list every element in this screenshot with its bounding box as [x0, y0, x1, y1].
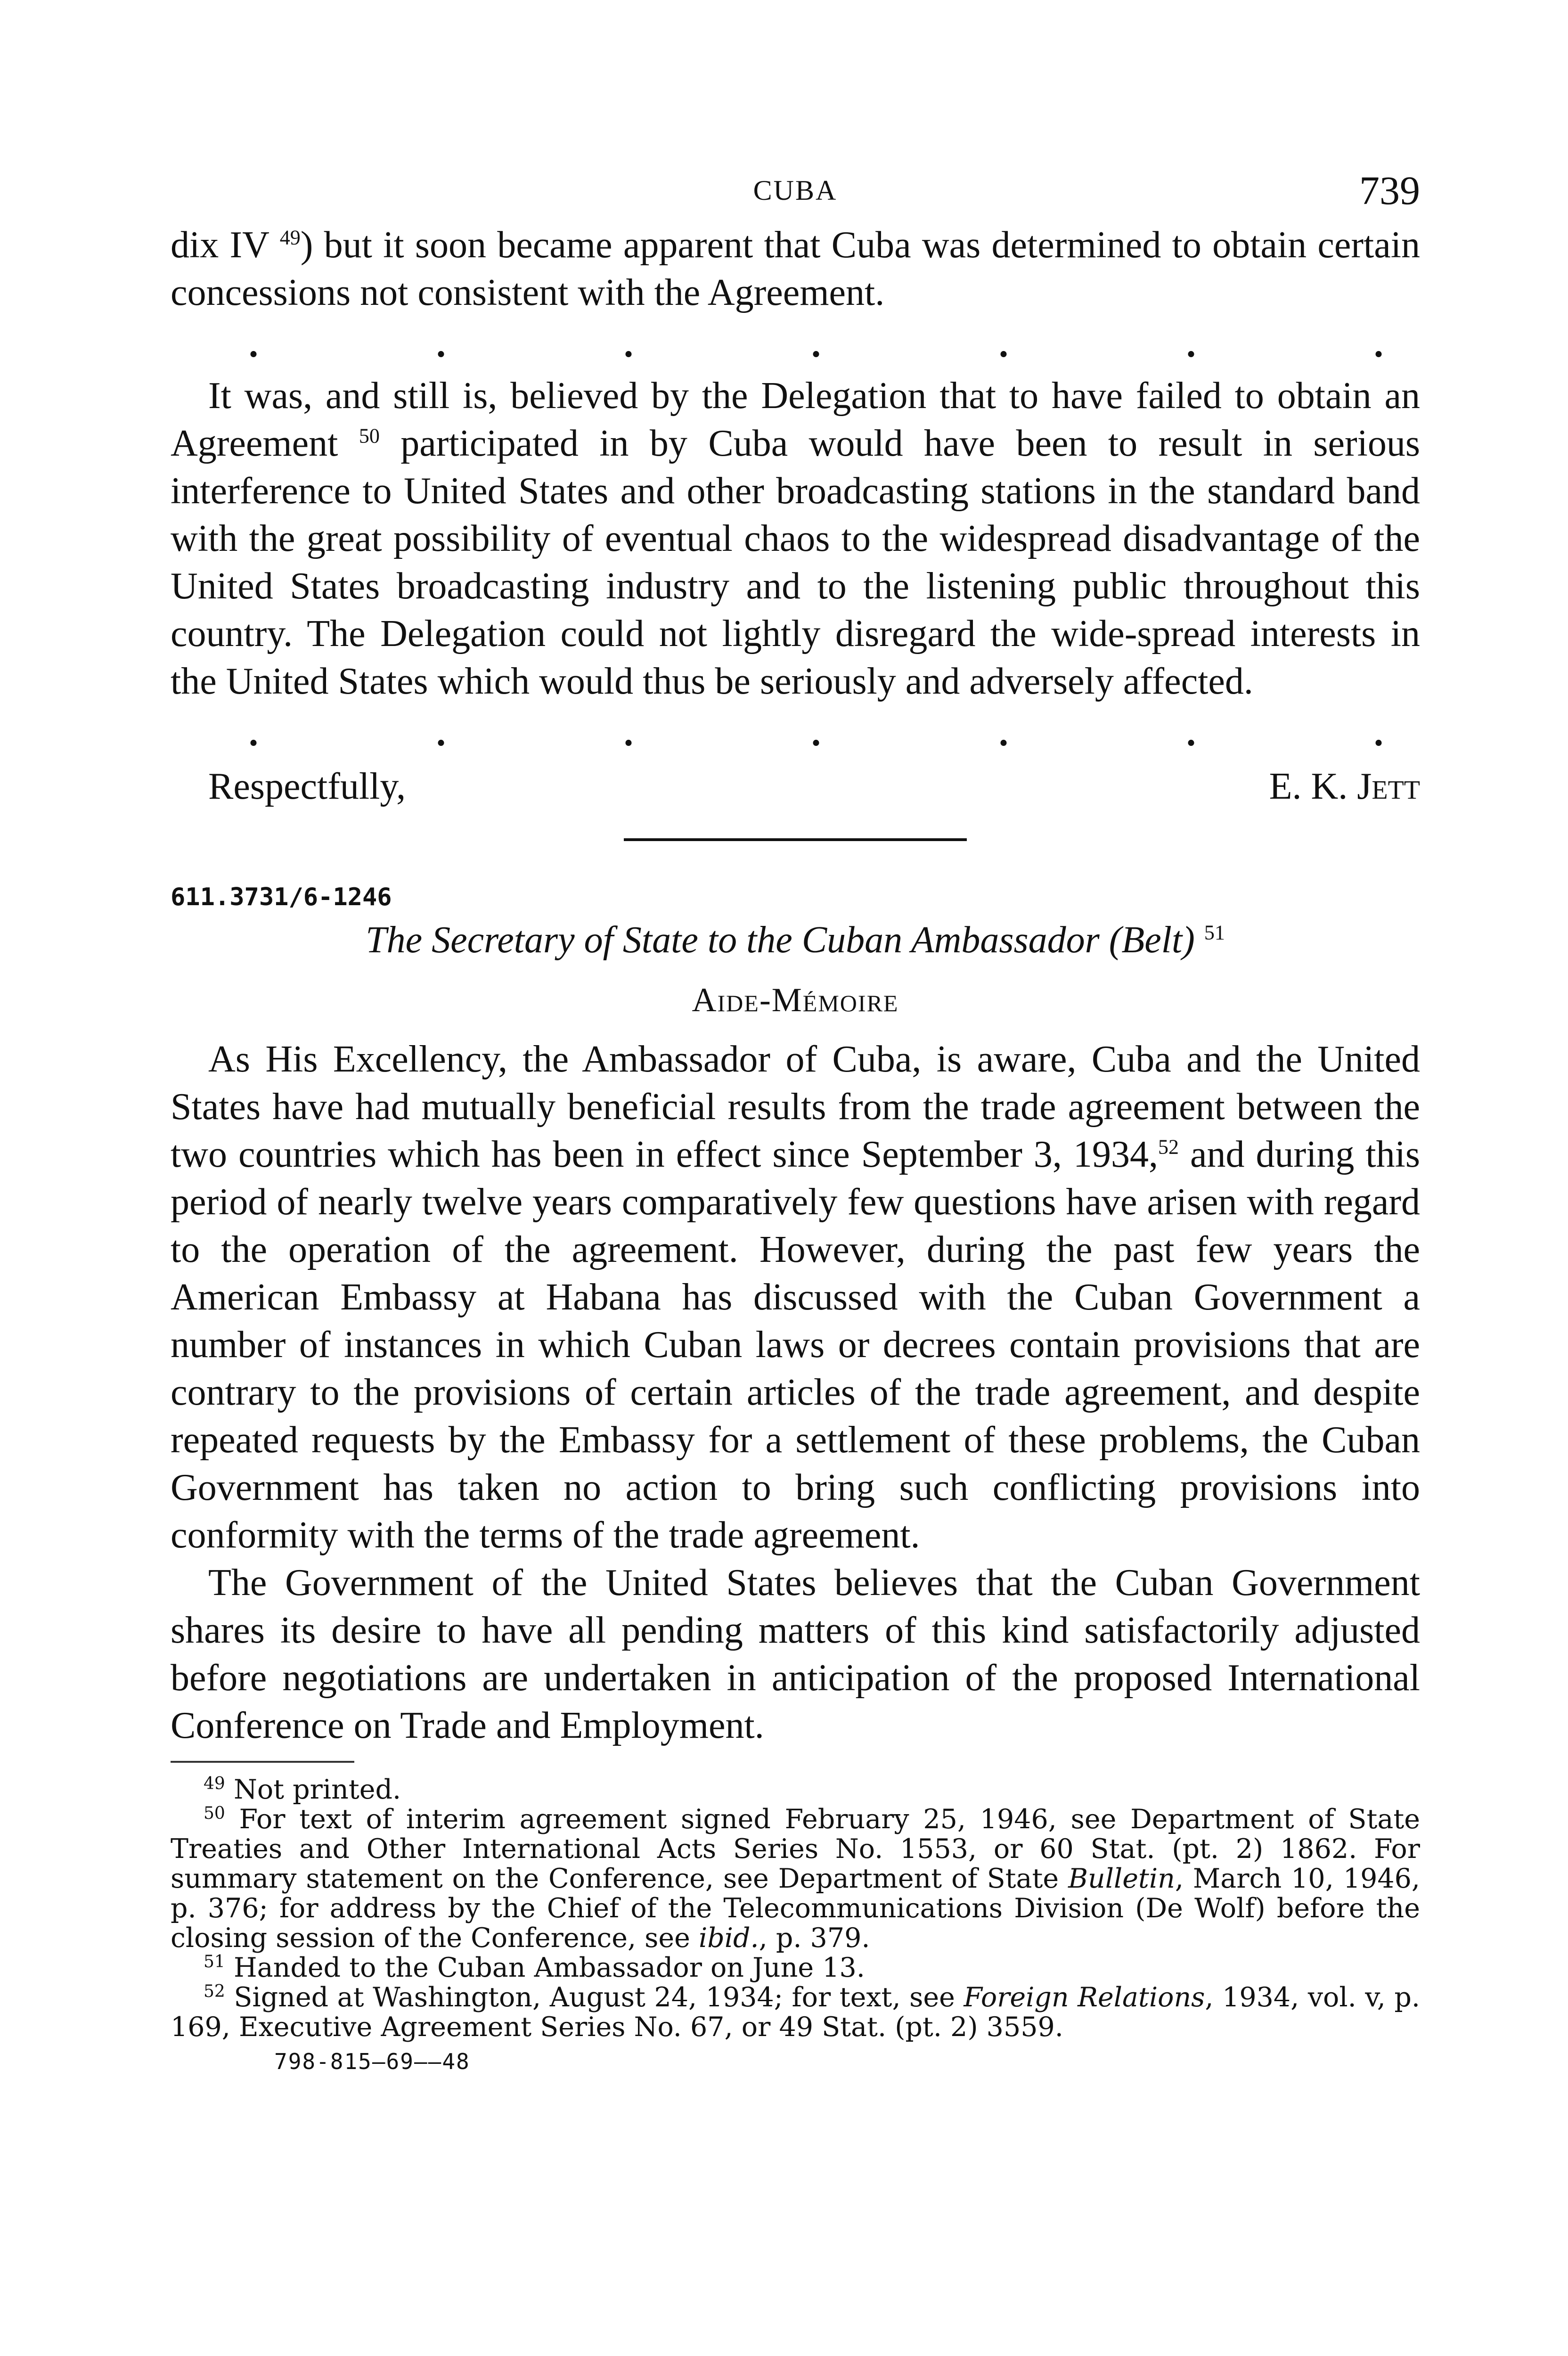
footnote-51 [171, 1953, 1420, 1983]
footnote-mark: 51 [204, 1952, 225, 1972]
print-code: 798-815—69——48 [274, 2049, 470, 2074]
footnote-text: Handed to the Cuban Ambassador on June 13. [233, 1952, 865, 1983]
ellipsis-dot: . [1374, 712, 1383, 754]
footnote-ref-52[interactable]: 52 [1158, 1135, 1179, 1159]
closing: Respectfully, [208, 766, 406, 807]
footnote-ref-50[interactable]: 50 [359, 424, 380, 448]
file-number: 611.3731/6-1246 [171, 883, 392, 911]
paragraph-aide-1 [171, 1036, 1420, 1559]
footnote-text: , 1934, vol. v, p. 169, Executive Agreement Series No. 67, or 49 Stat. (pt. 2) 3559. [171, 1982, 1420, 2043]
ellipsis-dot: . [999, 324, 1008, 365]
footnote-ref-51[interactable]: 51 [1204, 921, 1225, 944]
footnote-ref-49[interactable]: 49 [279, 226, 301, 249]
ellipsis-dot: . [1186, 324, 1196, 365]
para3-text-b: and during this period of nearly twelve years comparatively few questions have arisen with regard to the operation of the agreement. However, during the past few years the American Embassy at Habana has discussed with the Cuban Government a number of instances in which Cuban laws or decrees contain provisions that are contrary to the provisions of certain articles of the trade agreement, and despite repeated requests by the Embassy for a settlement of these problems, the Cuban Government has taken no action to bring such conflicting provisions into conformity with the terms of the trade agreement. [171, 1134, 1421, 1556]
ellipsis-dot: . [1374, 324, 1383, 365]
ellipsis-dot: . [624, 712, 633, 754]
ellipsis-dot: . [624, 324, 633, 365]
footnote-52 [171, 1983, 1420, 2042]
ellipsis-dot: . [436, 324, 446, 365]
document-type: Aide-Mémoire [692, 981, 899, 1019]
page-header [171, 170, 1420, 221]
signature-block [171, 763, 1420, 810]
ellipsis-dot: . [249, 324, 258, 365]
running-head: CUBA [753, 175, 838, 206]
signer: E. K. Jett [1269, 766, 1420, 807]
footnote-rule [171, 1761, 354, 1763]
footnote-text: , p. 379. [759, 1922, 870, 1954]
para1-text-a: dix IV [171, 224, 269, 266]
ellipsis-dot: . [811, 324, 821, 365]
para1-text-b: ) but it soon became apparent that Cuba was determined to obtain certain concessions not consistent with the Agreement. [171, 224, 1420, 313]
footnote-mark: 52 [204, 1982, 225, 2001]
footnote-italic: Foreign Relations [964, 1982, 1205, 2013]
ellipsis-dot: . [1186, 712, 1196, 754]
footnote-text: Not printed. [233, 1774, 401, 1805]
footnote-text: , March 10, 1946, p. 376; for address by the Chief of the Telecommunications Division (De Wolf) before the closing session of the Conference, see [171, 1863, 1420, 1954]
footnote-text: Signed at Washington, August 24, 1934; for text, see [234, 1982, 964, 2013]
document-page [171, 170, 1420, 2074]
footnote-italic: Bulletin [1068, 1863, 1175, 1894]
paragraph-delegation [171, 372, 1420, 705]
section-divider [624, 838, 967, 841]
para3-text-a: As His Excellency, the Ambassador of Cuba, is aware, Cuba and the United States have had mutually beneficial results from the trade agreement between the two countries which has been in effect since September 3, 1934, [171, 1039, 1420, 1175]
footnote-mark: 49 [204, 1774, 225, 1793]
document-title-text: The Secretary of State to the Cuban Ambassador (Belt) [366, 919, 1195, 961]
footnote-italic: ibid. [699, 1922, 759, 1954]
footnote-mark: 50 [204, 1804, 225, 1823]
ellipsis-dot: . [249, 712, 258, 754]
para2-text-a: It was, and still is, believed by the Delegation that to have failed to obtain an Agreement [171, 375, 1420, 464]
ellipsis-row [171, 317, 1420, 372]
paragraph-aide-2: The Government of the United States believes that the Cuban Government shares its desire to have all pending matters of this kind satisfactorily adjusted before negotiations are undertaken in anticipation of the proposed International Conference on Trade and Employment. [171, 1562, 1420, 1746]
ellipsis-row [171, 705, 1420, 761]
page-number: 739 [1359, 168, 1420, 213]
ellipsis-dot: . [811, 712, 821, 754]
footnote-text: For text of interim agreement signed February 25, 1946, see Department of State Treaties and Other International Acts Series No. 1553, or 60 Stat. (pt. 2) 1862. For summary statement on the Conference, see Department of State [171, 1804, 1420, 1894]
ellipsis-dot: . [999, 712, 1008, 754]
document-title [171, 916, 1420, 964]
footnote-49 [171, 1775, 1420, 1805]
paragraph-continuation [171, 221, 1420, 317]
footnote-50 [171, 1805, 1420, 1953]
ellipsis-dot: . [436, 712, 446, 754]
para2-text-b: participated in by Cuba would have been to result in serious interference to United States and other broadcasting stations in the standard band with the great possibility of eventual chaos to the widespread disadvantage of the United States broadcasting industry and to the listening public throughout this country. The Delegation could not lightly disregard the wide-spread interests in the United States which would thus be seriously and adversely affected. [171, 423, 1421, 702]
